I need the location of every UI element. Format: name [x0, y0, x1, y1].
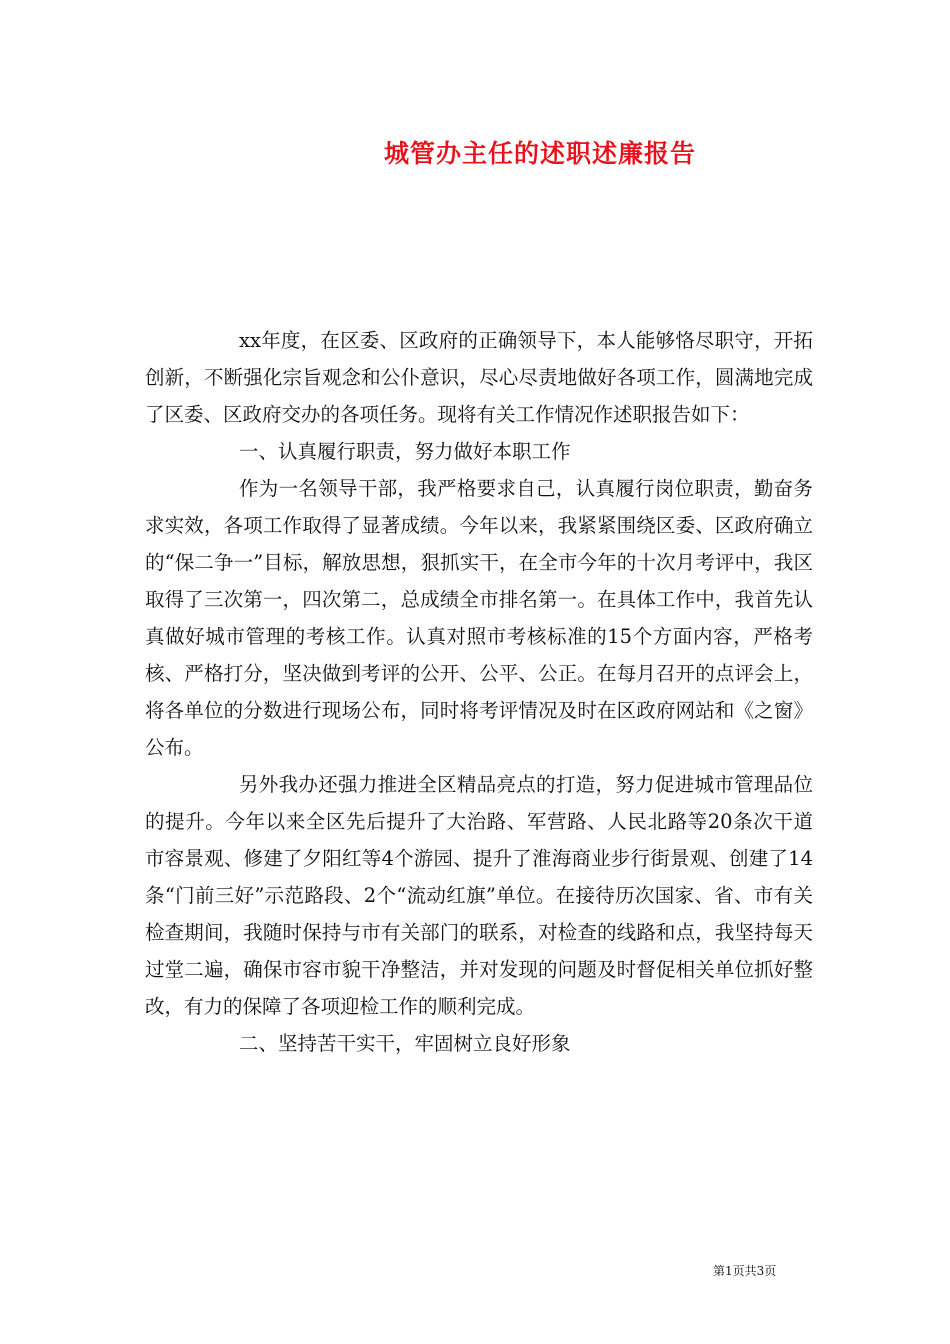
section-1-paragraph-2: 另外我办还强力推进全区精品亮点的打造，努力促进城市管理品位的提升。今年以来全区先后提升了大治路、军营路、人民北路等20条次干道市容景观、修建了夕阳红等4个游园、提升了淮海商业步行街景观、创建了14条“门前三好”示范路段、2个“流动红旗”单位。在接待历次国家、省、市有关检查期间，我随时保持与市有关部门的联系，对检查的线路和点，我坚持每天过堂二遍，确保市容市貌干净整洁，并对发现的问题及时督促相关单位抓好整改，有力的保障了各项迎检工作的顺利完成。 [145, 773, 813, 1018]
section-heading-2: 二、坚持苦干实干，牢固树立良好形象 [239, 1032, 571, 1055]
document-body [145, 322, 813, 1062]
intro-paragraph: xx年度，在区委、区政府的正确领导下，本人能够恪尽职守，开拓创新，不断强化宗旨观念和公仆意识，尽心尽责地做好各项工作，圆满地完成了区委、区政府交办的各项任务。现将有关工作情况作述职报告如下： [145, 329, 813, 426]
document-title: 城管办主任的述职述廉报告 [383, 139, 696, 168]
section-heading-1: 一、认真履行职责，努力做好本职工作 [239, 440, 571, 463]
page-number-footer: 第1页共3页 [713, 1264, 777, 1278]
section-1-paragraph-1: 作为一名领导干部，我严格要求自己，认真履行岗位职责，勤奋务求实效，各项工作取得了显著成绩。今年以来，我紧紧围绕区委、区政府确立的“保二争一”目标，解放思想，狠抓实干，在全市今年的十次月考评中，我区取得了三次第一，四次第二，总成绩全市排名第一。在具体工作中，我首先认真做好城市管理的考核工作。认真对照市考核标准的15个方面内容，严格考核、严格打分，坚决做到考评的公开、公平、公正。在每月召开的点评会上，将各单位的分数进行现场公布，同时将考评情况及时在区政府网站和《之窗》公布。 [145, 477, 813, 759]
